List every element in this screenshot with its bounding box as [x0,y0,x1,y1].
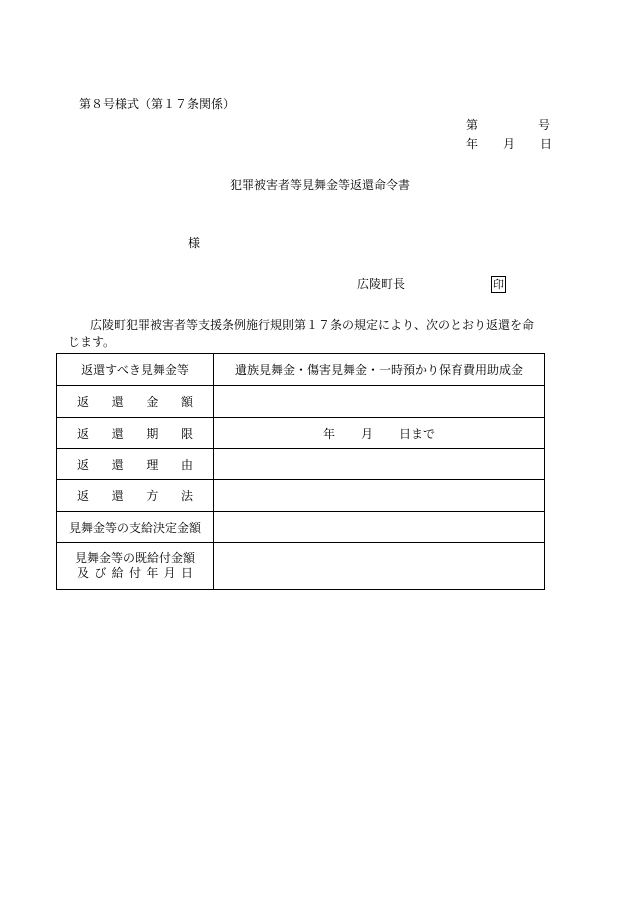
table-row [57,543,545,590]
table-row [57,480,545,512]
body-line-1: 広陵町犯罪被害者等支援条例施行規則第１７条の規定により、次のとおり返還を命 [90,318,535,332]
number-suffix: 号 [538,118,551,132]
seal-mark: 印 [493,278,504,291]
addressee-suffix: 様 [188,236,201,250]
document-title: 犯罪被害者等見舞金等返還命令書 [230,178,411,192]
deadline-year: 年 [322,426,335,441]
row-label: 見舞金等の既給付金額 及 び 給 付 年 月 日 [57,543,214,590]
date-day: 日 [540,137,553,151]
row-label: 見舞金等の支給決定金額 [57,512,214,543]
row-value[interactable] [214,512,545,543]
row-label: 返還すべき見舞金等 [57,354,214,386]
date-month: 月 [503,137,516,151]
table-row [57,449,545,480]
issuer: 広陵町長 [357,277,406,291]
table-row [57,386,545,418]
date-year: 年 [466,137,479,151]
table-row [57,418,545,449]
row-value[interactable] [214,480,545,512]
body-line-2: じます。 [68,335,116,349]
row-label: 返 還 期 限 [57,418,214,449]
row-value[interactable] [214,543,545,590]
row-value[interactable] [214,449,545,480]
row-value: 遺族見舞金・傷害見舞金・一時預かり保育費用助成金 [214,354,545,386]
row-label: 返 還 方 法 [57,480,214,512]
deadline-day: 日まで [399,426,436,441]
table-row [57,354,545,386]
repayment-table [56,353,545,590]
row-label: 返 還 金 額 [57,386,214,418]
row-value[interactable] [214,418,545,449]
table-row [57,512,545,543]
form-label: 第８号様式（第１７条関係） [79,97,236,111]
row-label: 返 還 理 由 [57,449,214,480]
number-prefix: 第 [466,118,479,132]
deadline-month: 月 [360,426,373,441]
body-text [68,317,549,351]
row-value[interactable] [214,386,545,418]
